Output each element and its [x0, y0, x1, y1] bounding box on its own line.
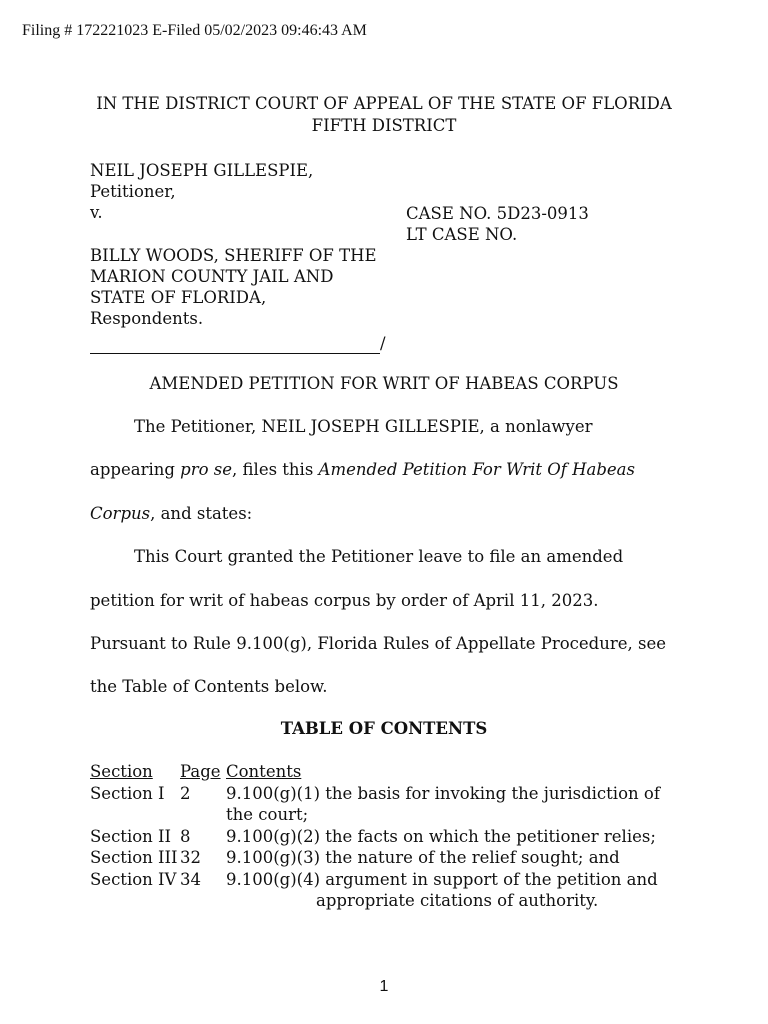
toc-page: 32: [180, 848, 201, 867]
paragraph-1-text-1: The Petitioner, NEIL JOSEPH GILLESPIE, a nonlawyer: [134, 417, 593, 436]
paragraph-2-line-4: the Table of Contents below.: [90, 677, 328, 696]
toc-contents: [226, 869, 660, 912]
toc-col-contents: Contents: [226, 762, 302, 781]
toc-contents-line: 9.100(g)(4) argument in support of the petition and: [226, 869, 658, 889]
toc-section: Section I: [90, 783, 165, 803]
pro-se-italic: pro se: [180, 460, 233, 479]
toc-section: Section III: [90, 848, 178, 867]
caption-slash: /: [380, 334, 386, 353]
toc-contents: 9.100(g)(2) the facts on which the petitioner relies;: [226, 826, 656, 846]
toc-col-page: Page: [180, 762, 221, 781]
respondent-line-2: MARION COUNTY JAIL AND: [90, 267, 334, 286]
court-line-2: FIFTH DISTRICT: [311, 116, 457, 135]
paragraph-1-line-3: [90, 503, 252, 524]
corpus-italic: Corpus: [90, 504, 151, 523]
toc-contents-line: appropriate citations of authority.: [316, 891, 599, 910]
toc-contents: 9.100(g)(3) the nature of the relief sought; and: [226, 848, 620, 867]
paragraph-1-text-2a: appearing: [90, 460, 181, 479]
toc-header-row: [90, 761, 660, 783]
court-heading: [0, 93, 768, 137]
document-title: AMENDED PETITION FOR WRIT OF HABEAS CORPUS: [149, 374, 619, 393]
toc-row: [90, 826, 660, 848]
toc-contents-line: the court;: [226, 805, 309, 824]
toc-page: 8: [180, 826, 191, 846]
paragraph-2-text-1: This Court granted the Petitioner leave to file an amended: [134, 547, 624, 566]
petition-title-italic: Amended Petition For Writ Of Habeas: [318, 460, 635, 479]
toc-row: [90, 869, 660, 912]
filing-header: Filing # 172221023 E-Filed 05/02/2023 09:46:43 AM: [22, 22, 367, 39]
paragraph-2-line-3: Pursuant to Rule 9.100(g), Florida Rules of Appellate Procedure, see: [90, 634, 667, 653]
paragraph-1-text-3b: , and states:: [150, 504, 253, 523]
toc-page: 34: [180, 869, 201, 889]
paragraph-1-line-2: [90, 459, 635, 480]
court-line-1: IN THE DISTRICT COURT OF APPEAL OF THE STATE OF FLORIDA: [96, 94, 672, 113]
paragraph-2-line-2: petition for writ of habeas corpus by order of April 11, 2023.: [90, 591, 599, 610]
toc-contents-line: 9.100(g)(1) the basis for invoking the jurisdiction of: [226, 783, 660, 803]
page-number: 1: [379, 978, 389, 995]
toc-table: [90, 761, 660, 912]
toc-row: [90, 783, 660, 826]
caption-rule: [90, 333, 386, 354]
toc-page: 2: [180, 783, 191, 803]
paragraph-1-text-2b: , files this: [232, 460, 319, 479]
case-number: CASE NO. 5D23-0913: [406, 204, 589, 223]
respondent-line-3: STATE OF FLORIDA,: [90, 288, 267, 307]
respondent-role: Respondents.: [90, 309, 204, 328]
paragraph-1-line-1: [90, 416, 593, 437]
toc-section: Section II: [90, 826, 172, 846]
paragraph-2-line-1: [90, 546, 623, 567]
petitioner-role: Petitioner,: [90, 182, 176, 201]
petitioner-name: NEIL JOSEPH GILLESPIE,: [90, 161, 314, 180]
case-number-block: [406, 203, 589, 245]
toc-heading: TABLE OF CONTENTS: [280, 719, 488, 738]
respondent-line-1: BILLY WOODS, SHERIFF OF THE: [90, 246, 377, 265]
caption-underline: [90, 339, 380, 354]
toc-contents: [226, 783, 660, 826]
toc-col-section: Section: [90, 762, 153, 781]
toc-row: [90, 847, 660, 869]
versus: v.: [90, 203, 103, 222]
respondent-block: [90, 245, 377, 329]
lt-case-number: LT CASE NO.: [406, 225, 518, 244]
toc-section: Section IV: [90, 869, 177, 889]
petitioner-block: [90, 160, 313, 223]
